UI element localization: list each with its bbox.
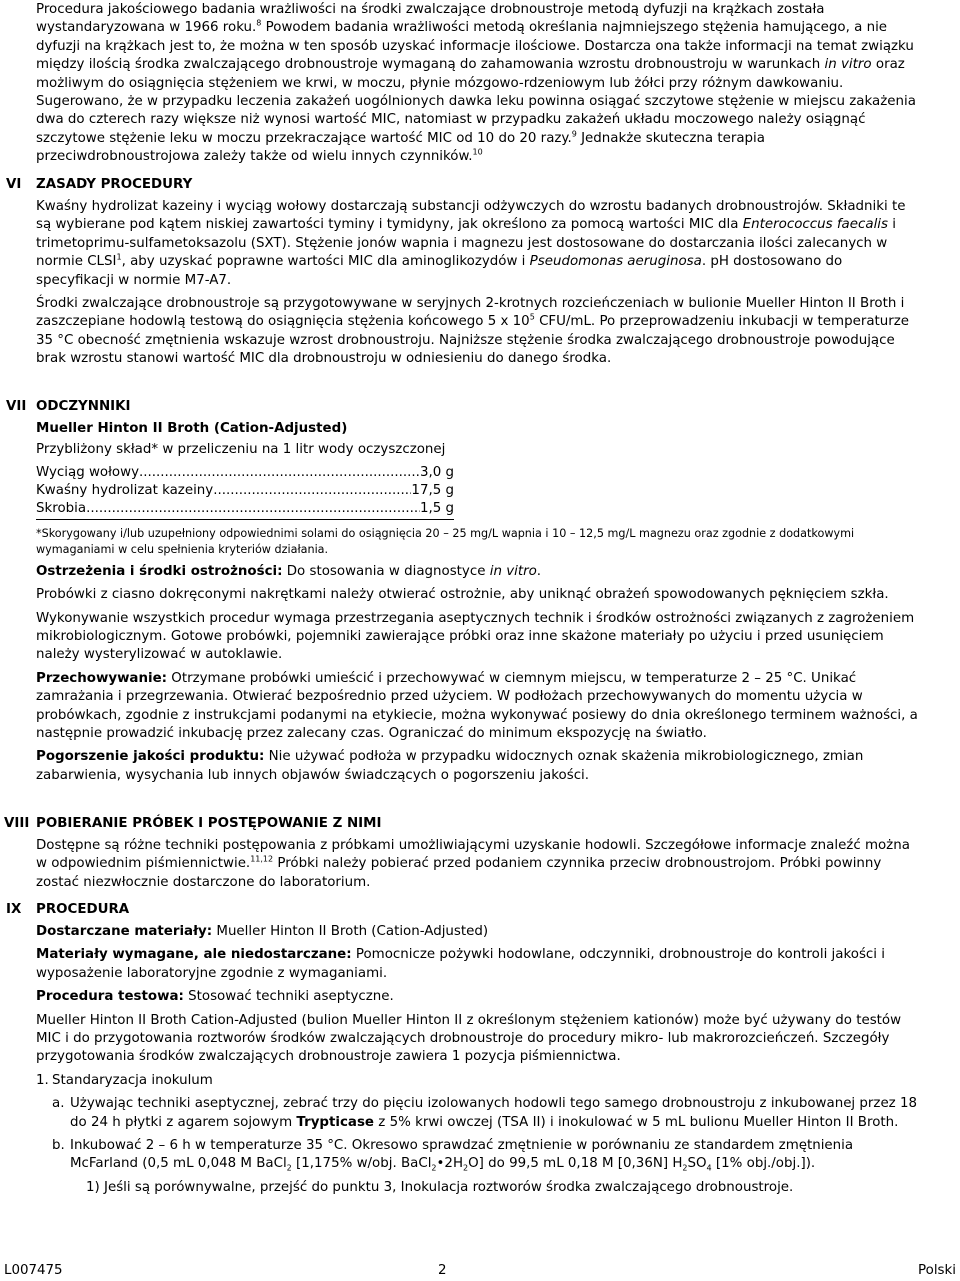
paragraph: Ostrzeżenia i środki ostrożności: Do stosowania w diagnostyce in vitro. <box>36 563 542 579</box>
section-specimen <box>0 815 960 897</box>
list-item: b. Inkubować 2 – 6 h w temperaturze 35 °C. Okresowo sprawdzać zmętnienie w porównaniu ze standardem zmętnienia McFarland (0,5 mL 0,048 M BaCl$_2$ [1,175% w/obj. $BaCl_2•2H_2O$] do 99,5 mL 0,18 M [0,36N] $H_2SO_4$ [1% obj./obj.]). <box>52 1138 854 1174</box>
paragraph: Procedura testowa: Stosować techniki aseptyczne. <box>36 989 394 1005</box>
reagent-subtitle: Mueller Hinton II Broth (Cation-Adjusted) <box>36 421 348 436</box>
list-item: a. Używając techniki aseptycznej, zebrać trzy do pięciu izolowanych hodowli tego samego drobnoustroju z inkubowanej przez 18 do 24 h płytki z agarem sojowym Trypticase z 5% krwi owczej (TSA II) i inokulować w 5 mL bulionu Mueller Hinton II Broth. <box>52 1096 918 1130</box>
text: Procedura jakościowego badania wrażliwości na środki zwalczające drobnoustroje metodą dyfuzji na krążkach została wystandaryzowana w 1966 roku. <box>36 2 825 36</box>
composition-row: Skrobia ..... 1,5 g <box>36 500 454 520</box>
paragraph: Środki zwalczające drobnoustroje są przygotowywane w seryjnych 2-krotnych rozcieńczeniach w bulionie Mueller Hinton II Broth i zaszczepiane hodowlą testową do osiągnięcia stężenia końcowego 5 x $10^5$ CFU/mL. Po przeprowadzeniu inkubacji w temperaturze 35 °C obecność zmętnienia wskazuje wzrost drobnoustroju. Najniższe stężenie środka zwalczającego drobnoustroje powodujące brak wzrostu stanowi wartość MIC dla drobnoustroju w odniesieniu do danego środka. <box>36 296 910 367</box>
paragraph: Pogorszenie jakości produktu: Nie używać podłoża w przypadku widocznych oznak skażenia mikrobiologicznego, zmian zabarwienia, wysychania lub innych objawów świadczących o pogorszeniu jakości. <box>36 749 864 783</box>
text: Powodem badania wrażliwości metodą określania najmniejszego stężenia hamującego, a nie dyfuzji na krążkach jest to, że można w ten sposób uzyskać informacje ilościowe. Dostarcza ona także informacji na temat związku między ilością środka zwalczającego drobnoustroje wymaganą do zahamowania wzrostu drobnoustroju w warunkach <box>36 20 914 73</box>
section-number: VI <box>6 177 22 192</box>
section-title: ZASADY PROCEDURY <box>36 177 193 192</box>
paragraph: Mueller Hinton II Broth Cation-Adjusted (bulion Mueller Hinton II z określonym stężeniem kationów) może być używany do testów MIC i do przygotowania roztworów środków zwalczających drobnoustroje do procedury mikro- lub makrorozcieńczeń. Szczegóły przygotowania środków zwalczających drobnoustroje zawiera 1 pozycja piśmiennictwa. <box>36 1012 902 1065</box>
paragraph: Przechowywanie: Otrzymane probówki umieścić i przechowywać w ciemnym miejscu, w temperaturze 2 – 25 °C. Unikać zamrażania i przegrzewania. Otwierać bezpośrednio przed użyciem. W podłożach przechowywanych do momentu użycia w probówkach, zgodnie z instrukcjami podanymi na etykiecie, można wykonywać posiewy do dnia określonego terminem ważności, a następnie prowadzić inkubację przez zalecany czas. Ograniczać do minimum ekspozycję na światło. <box>36 670 918 742</box>
text: Jednakże skuteczna terapia przeciwdrobnoustrojowa zależy także od wielu innych czynników. <box>36 130 765 165</box>
paragraph: Wykonywanie wszystkich procedur wymaga przestrzegania aseptycznych technik i środków ostrożności związanych z zagrożeniem mikrobiologicznym. Gotowe probówki, pojemniki zawierające próbki oraz inne skażone materiały po użyciu i przed usunięciem należy wysterylizować w autoklawie. <box>36 610 915 663</box>
composition-row: Wyciąg wołowy ..... 3,0 g <box>36 464 454 482</box>
text: oraz możliwym do osiągnięcia stężeniem we krwi, w moczu, płynie mózgowo-rdzeniowym lub żółci przy różnym dawkowaniu. Sugerowano, że w przypadku leczenia zakażeń uogólnionych dawka leku powinna osiągać szczytowe stężenie w miejscu zakażenia dwa do czterech razy większe niż wynosi wartość MIC, natomiast w przypadku zakażeń układu moczowego należy osiągnąć szczytowe stężenie leku w moczu przekraczające wartość MIC od 10 do 20 razy. <box>36 57 916 146</box>
sub-list <box>52 1095 924 1197</box>
paragraph: Probówki z ciasno dokręconymi nakrętkami należy otwierać ostrożnie, aby uniknąć obrażeń spowodowanych pęknięciem szkła. <box>36 587 889 603</box>
footnote: *Skorygowany i/lub uzupełniony odpowiednimi solami do osiągnięcia 20 – 25 mg/L wapnia i 10 – 12,5 mg/L magnezu oraz zgodnie z dodatkowymi wymaganiami w celu spełnienia kryteriów działania. <box>36 526 855 556</box>
page-number: 2 <box>438 1263 447 1278</box>
section-reagents <box>0 398 960 790</box>
document-code: L007475 <box>4 1263 63 1278</box>
section-number: VII <box>6 399 27 414</box>
section-title: PROCEDURA <box>36 902 130 917</box>
citation: 8 <box>256 18 262 28</box>
citation: 10 <box>472 147 483 157</box>
composition-row: Kwaśny hydrolizat kazeiny ..... 17,5 g <box>36 482 454 500</box>
section-procedure <box>0 901 960 1197</box>
section-principles <box>0 176 960 374</box>
nested-item: 1) Jeśli są porównywalne, przejść do punktu 3, Inokulacja roztworów środka zwalczającego drobnoustroje. <box>86 1179 794 1195</box>
language-label: Polski <box>918 1263 956 1278</box>
section-number: IX <box>6 902 22 917</box>
intro-text <box>36 1 924 171</box>
paragraph: Kwaśny hydrolizat kazeiny i wyciąg wołowy dostarczają substancji odżywczych do wzrostu badanych drobnoustrojów. Składniki te są wybierane pod kątem niskiej zawartości tyminy i tymidyny, jak określono za pomocą wartości MIC dla Enterococcus faecalis i trimetoprimu-sulfametoksazolu (SXT). Stężenie jonów wapnia i magnezu jest dostosowane do dostarczania ilości zalecanych w normie CLSI$^1$, aby uzyskać poprawne wartości MIC dla aminoglikozydów i Pseudomonas aeruginosa. pH dostosowano do specyfikacji w normie M7-A7. <box>36 199 906 288</box>
italic-text: in vitro <box>824 57 872 73</box>
intro-paragraph <box>36 1 924 167</box>
citation: 9 <box>571 129 577 139</box>
section-number: VIII <box>4 816 30 831</box>
section-title: POBIERANIE PRÓBEK I POSTĘPOWANIE Z NIMI <box>36 816 382 831</box>
list-item: 1. Standaryzacja inokulum <box>36 1072 213 1088</box>
paragraph: Materiały wymagane, ale niedostarczane: Pomocnicze pożywki hodowlane, odczynniki, drobnoustroje do kontroli jakości i wyposażenie laboratoryjne zgodnie z wymaganiami. <box>36 947 885 981</box>
section-title: ODCZYNNIKI <box>36 399 131 414</box>
composition-table <box>36 464 454 520</box>
formula-intro: Przybliżony skład* w przeliczeniu na 1 litr wody oczyszczonej <box>36 442 446 458</box>
paragraph: Dostępne są różne techniki postępowania z próbkami umożliwiającymi uzyskanie hodowli. Szczegółowe informacje znaleźć można w odpowiednim piśmiennictwie.$^{11,12}$ Próbki należy pobierać przed podaniem czynnika przeciw drobnoustrojom. Próbki powinny zostać niezwłocznie dostarczone do laboratorium. <box>36 838 910 890</box>
page-footer <box>0 1262 960 1280</box>
paragraph: Dostarczane materiały: Mueller Hinton II Broth (Cation-Adjusted) <box>36 924 489 939</box>
